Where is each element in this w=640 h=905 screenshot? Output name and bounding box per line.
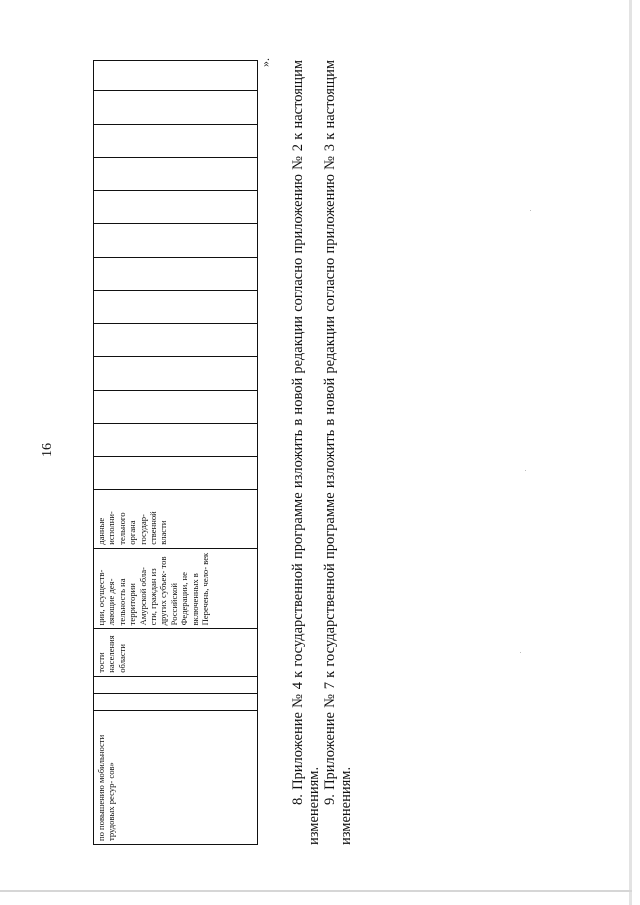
data-table [93,60,258,845]
table-cell-indicator: по повышению мобильности трудовых ресур- сов» [94,710,258,844]
table-cell-value [94,457,258,490]
table-cell-source: данные исполни- тельного органа государ- ственной власти [94,490,258,548]
page-number: 16 [40,443,55,457]
table-cell-value [94,324,258,357]
table-cell-value [94,390,258,423]
paragraph-item-9: 9. Приложение № 7 к государственной программе изложить в новой редакции согласно приложению № 3 к настоящим изменениям. [322,60,354,845]
table-cell-value [94,61,258,91]
table-cell-value [94,423,258,456]
table-cell-value [94,124,258,157]
table-cell-value [94,257,258,290]
table-row [94,61,258,845]
table-cell-value [94,290,258,323]
table-cell-description: ции, осуществ- ляющие дея- тельность на территории Амурской обла- сти, граждан из других субъек- тов Российской Федерации, не включенных в Перечень, чело- век [94,548,258,629]
table-cell-value [94,91,258,124]
table-cell [94,676,258,693]
table-fragment [93,60,258,845]
closing-quote: ». [258,58,272,67]
table-cell-unit: тости населения области [94,629,258,676]
table-cell [94,693,258,710]
table-cell-value [94,191,258,224]
table-cell-value [94,157,258,190]
paragraph-item-8: 8. Приложение № 4 к государственной программе изложить в новой редакции согласно приложению № 2 к настоящим изменениям. [290,60,322,845]
table-cell-value [94,357,258,390]
table-cell-value [94,224,258,257]
